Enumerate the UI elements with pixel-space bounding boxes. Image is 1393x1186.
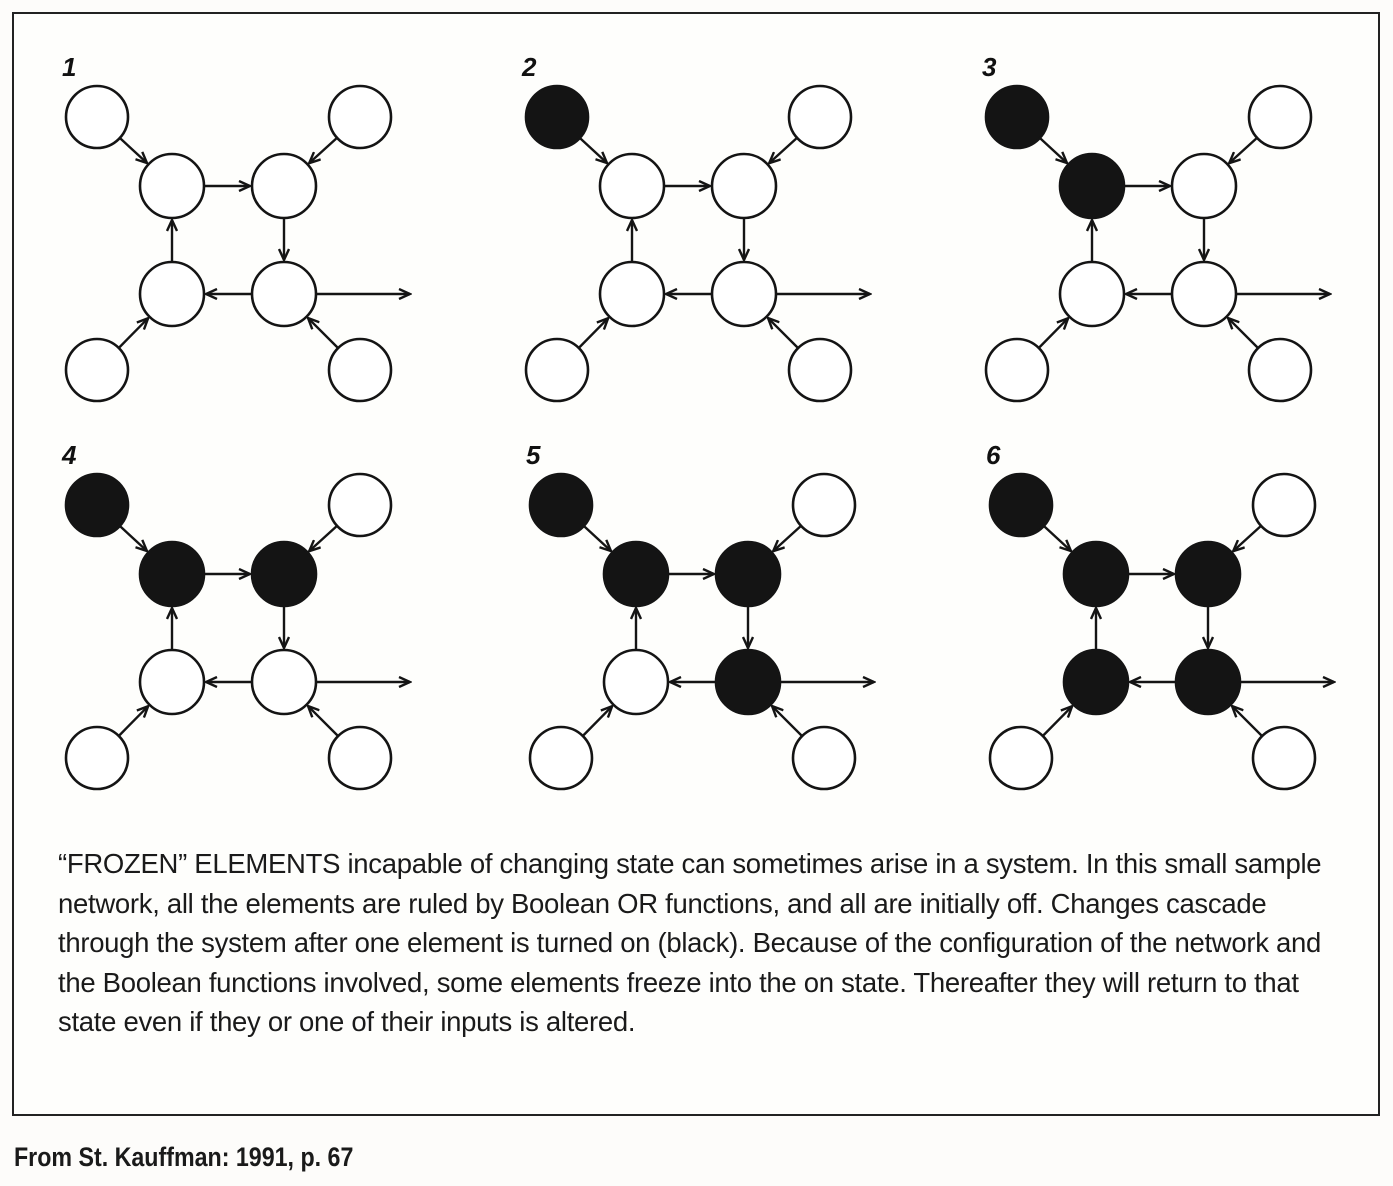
network-panel-2 xyxy=(521,52,870,401)
panel-number: 6 xyxy=(986,440,1001,470)
node-tl-on xyxy=(140,542,204,606)
node-in-br-off xyxy=(1253,727,1315,789)
node-in-br-off xyxy=(329,339,391,401)
node-in-br-off xyxy=(793,727,855,789)
edge-arrow xyxy=(1228,318,1257,347)
edge-arrow xyxy=(308,706,337,735)
node-bl-off xyxy=(604,650,668,714)
node-br-on xyxy=(716,650,780,714)
node-in-tr-off xyxy=(1253,474,1315,536)
node-in-tr-off xyxy=(793,474,855,536)
node-br-on xyxy=(1176,650,1240,714)
edge-arrow xyxy=(772,706,801,735)
edge-arrow xyxy=(1041,139,1067,163)
node-in-tl-on xyxy=(66,474,128,536)
node-in-bl-off xyxy=(986,339,1048,401)
panel-number: 3 xyxy=(982,52,997,82)
node-in-tr-off xyxy=(329,474,391,536)
node-in-tl-off xyxy=(66,86,128,148)
edge-arrow xyxy=(1229,139,1256,164)
network-panel-1 xyxy=(62,52,410,401)
node-bl-off xyxy=(140,650,204,714)
node-br-off xyxy=(712,262,776,326)
node-in-bl-off xyxy=(66,339,128,401)
node-in-tr-off xyxy=(329,86,391,148)
node-br-off xyxy=(252,262,316,326)
edge-arrow xyxy=(1043,706,1072,735)
node-tl-off xyxy=(140,154,204,218)
edge-arrow xyxy=(1045,527,1071,551)
edge-arrow xyxy=(768,318,797,347)
edge-arrow xyxy=(1039,318,1068,347)
edge-arrow xyxy=(309,527,336,552)
node-br-off xyxy=(1172,262,1236,326)
panel-number: 2 xyxy=(522,52,537,82)
edge-arrow xyxy=(581,139,607,163)
node-tr-off xyxy=(252,154,316,218)
node-in-bl-off xyxy=(526,339,588,401)
figure-caption: “FROZEN” ELEMENTS incapable of changing state can sometimes arise in a system. In this small sample network, all the elements are ruled by Boolean OR functions, and all are initially off. Changes cascade through the system after one element is turned on (black). Because of the configuration of the network and the Boolean functions involved, some elements freeze into the on state. Thereafter they will return to that state even if they or one of their inputs is altered. xyxy=(58,848,1322,1037)
edge-arrow xyxy=(1232,706,1261,735)
node-in-tl-on xyxy=(986,86,1048,148)
node-br-off xyxy=(252,650,316,714)
node-tr-on xyxy=(716,542,780,606)
edge-arrow xyxy=(121,527,147,551)
node-in-bl-off xyxy=(530,727,592,789)
node-bl-off xyxy=(600,262,664,326)
node-in-tr-off xyxy=(789,86,851,148)
network-panel-5 xyxy=(526,440,874,789)
network-panel-3 xyxy=(982,52,1330,401)
node-tl-on xyxy=(1064,542,1128,606)
node-in-br-off xyxy=(329,727,391,789)
edge-arrow xyxy=(119,318,148,347)
edge-arrow xyxy=(119,706,148,735)
edge-arrow xyxy=(585,527,611,551)
node-in-bl-off xyxy=(990,727,1052,789)
edge-arrow xyxy=(121,139,147,163)
node-tr-off xyxy=(712,154,776,218)
edge-arrow xyxy=(309,139,336,164)
node-tl-on xyxy=(604,542,668,606)
node-tl-off xyxy=(600,154,664,218)
node-tr-on xyxy=(252,542,316,606)
network-panel-6 xyxy=(986,440,1334,789)
node-in-bl-off xyxy=(66,727,128,789)
edge-arrow xyxy=(308,318,337,347)
panel-number: 5 xyxy=(526,440,541,470)
edge-arrow xyxy=(1233,527,1260,552)
source-citation: From St. Kauffman: 1991, p. 67 xyxy=(14,1142,354,1172)
edge-arrow xyxy=(769,139,796,164)
node-bl-off xyxy=(1060,262,1124,326)
node-in-tr-off xyxy=(1249,86,1311,148)
node-tl-on xyxy=(1060,154,1124,218)
edge-arrow xyxy=(773,527,800,552)
network-diagram xyxy=(14,14,1378,834)
edge-arrow xyxy=(579,318,608,347)
node-in-tl-on xyxy=(530,474,592,536)
node-tr-off xyxy=(1172,154,1236,218)
node-bl-off xyxy=(140,262,204,326)
node-in-br-off xyxy=(1249,339,1311,401)
edge-arrow xyxy=(583,706,612,735)
figure-frame xyxy=(12,12,1380,1116)
panel-number: 4 xyxy=(62,440,77,470)
node-in-tl-on xyxy=(990,474,1052,536)
node-bl-on xyxy=(1064,650,1128,714)
panel-number: 1 xyxy=(62,52,77,82)
node-in-tl-on xyxy=(526,86,588,148)
node-in-br-off xyxy=(789,339,851,401)
network-panel-4 xyxy=(61,440,410,789)
node-tr-on xyxy=(1176,542,1240,606)
